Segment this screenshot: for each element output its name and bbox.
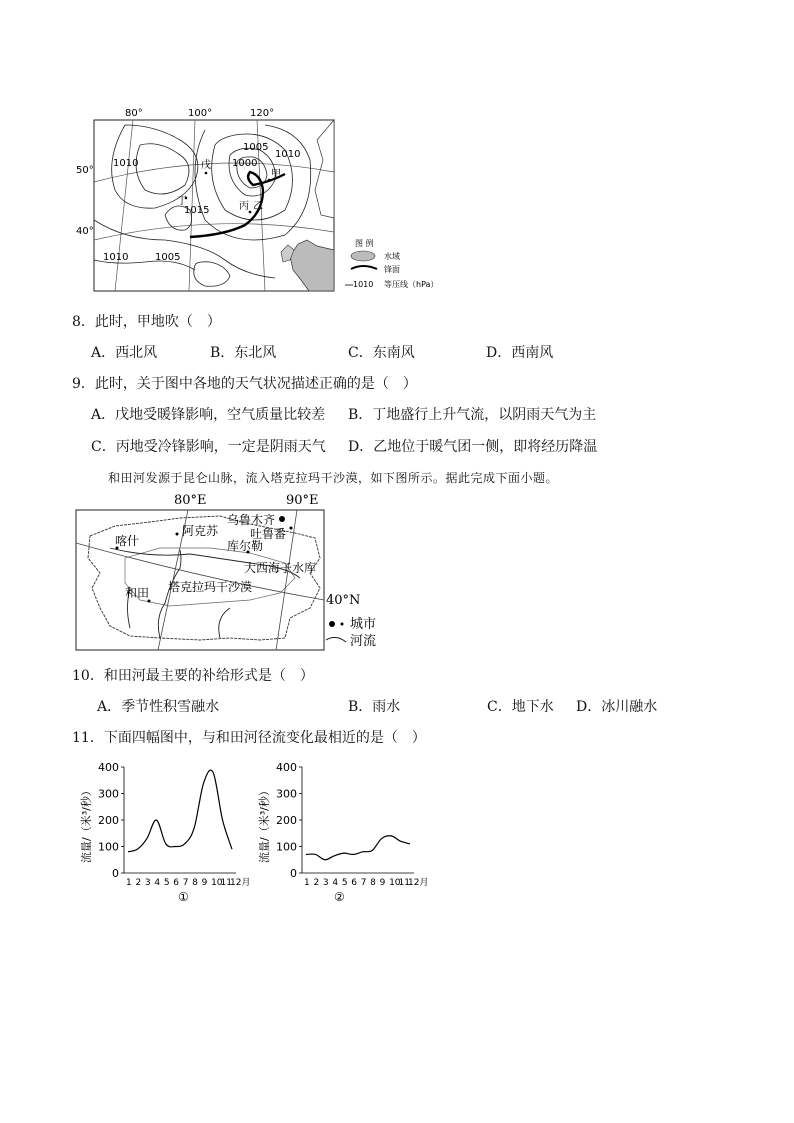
chart2-xtick-label: 8 bbox=[370, 878, 376, 888]
q9-option-c[interactable]: C．丙地受冷锋影响，一定是阴雨天气 bbox=[91, 439, 326, 455]
map2-legend bbox=[326, 617, 376, 649]
city-daxihaizi-reservoir: 大西海子水库 bbox=[244, 561, 317, 575]
chart2-xtick-label: 6 bbox=[351, 878, 358, 888]
chart1-xtick-label: 11 bbox=[220, 878, 232, 888]
desert-label: 塔克拉玛干沙漠 bbox=[168, 580, 253, 594]
passage-intro: 和田河发源于昆仑山脉，流入塔克拉玛干沙漠，如下图所示。据此完成下面小题。 bbox=[108, 471, 559, 485]
lon-label-120: 120° bbox=[250, 108, 275, 119]
question-9-stem: 9．此时，关于图中各地的天气状况描述正确的是（ ） bbox=[72, 376, 417, 392]
isobar-label-1010-east: 1010 bbox=[275, 149, 301, 160]
chart2-xtick-label: 3 bbox=[322, 878, 329, 888]
q9-option-a[interactable]: A．戊地受暖锋影响，空气质量比较差 bbox=[91, 407, 326, 423]
runoff-chart-2 bbox=[254, 755, 444, 905]
chart1-ytick-label: 200 bbox=[98, 814, 119, 827]
chart1-xtick-label: 9 bbox=[201, 878, 208, 888]
chart2-xtick-label: 11 bbox=[398, 878, 410, 888]
chart2-xtick-label: 10 bbox=[389, 878, 401, 888]
lon-label-100: 100° bbox=[188, 108, 213, 119]
weather-map bbox=[76, 100, 455, 300]
isobar-label-1010-west: 1010 bbox=[113, 158, 139, 169]
isobar-label-1015: 1015 bbox=[184, 205, 210, 216]
isobar-label-1005-north: 1005 bbox=[243, 142, 269, 153]
legend-water: 水域 bbox=[384, 252, 400, 261]
isobar-label-1000: 1000 bbox=[232, 158, 258, 169]
chart2-ytick-label: 200 bbox=[276, 814, 297, 827]
chart1-ytick-label: 0 bbox=[112, 867, 119, 880]
place-wu: 戊 bbox=[201, 160, 211, 171]
place-yi: 乙 bbox=[253, 201, 263, 212]
city-kashgar: 喀什 bbox=[115, 534, 140, 548]
legend-title: 图 例 bbox=[355, 239, 374, 248]
chart1-xtick-label: 6 bbox=[173, 878, 180, 888]
chart2-xtick-label: 4 bbox=[332, 878, 339, 888]
question-8-stem: 8．此时，甲地吹（ ） bbox=[72, 314, 221, 330]
q10-option-d[interactable]: D．冰川融水 bbox=[576, 699, 658, 715]
chart2-xtick-label: 7 bbox=[360, 878, 367, 888]
question-11-stem: 11．下面四幅图中，与和田河径流变化最相近的是（ ） bbox=[72, 730, 426, 746]
lon-label-80e: 80°E bbox=[174, 493, 207, 508]
city-turpan: 吐鲁番 bbox=[250, 527, 287, 541]
city-hotan: 和田 bbox=[125, 586, 150, 600]
chart1-xtick-label: 12月 bbox=[230, 878, 251, 888]
city-urumqi: 乌鲁木齐 bbox=[227, 513, 276, 527]
place-jia: 甲 bbox=[271, 169, 281, 180]
place-bing: 丙 bbox=[239, 201, 249, 212]
chart1-xtick-label: 3 bbox=[144, 878, 151, 888]
legend-isobar: 等压线（hPa） bbox=[384, 280, 439, 289]
isobar-label-1010-south: 1010 bbox=[103, 252, 129, 263]
lat-label-40n: 40°N bbox=[326, 593, 361, 608]
chart2-xtick-label: 12月 bbox=[408, 878, 429, 888]
chart2-xtick-label: 1 bbox=[304, 878, 310, 888]
place-ding: 丁 bbox=[177, 196, 187, 207]
chart2-xtick-label: 2 bbox=[313, 878, 320, 888]
chart1-ytick-label: 400 bbox=[98, 761, 119, 774]
hotan-map bbox=[70, 488, 400, 653]
q10-option-a[interactable]: A．季节性积雪融水 bbox=[97, 699, 220, 715]
lon-label-90e: 90°E bbox=[286, 493, 319, 508]
chart1-title: ① bbox=[178, 890, 189, 904]
legend-front: 锋面 bbox=[384, 265, 400, 274]
chart1-series-line bbox=[128, 770, 232, 852]
legend-city: 城市 bbox=[350, 617, 377, 632]
chart1-xtick-label: 7 bbox=[182, 878, 189, 888]
chart2-title: ② bbox=[334, 890, 345, 904]
chart2-ytick-label: 400 bbox=[276, 761, 297, 774]
chart1-xtick-label: 8 bbox=[192, 878, 198, 888]
city-aksu: 阿克苏 bbox=[182, 524, 219, 538]
q8-option-b[interactable]: B．东北风 bbox=[210, 345, 277, 361]
map1-legend bbox=[345, 238, 438, 289]
lat-label-40: 40° bbox=[76, 226, 94, 237]
city-korla: 库尔勒 bbox=[227, 539, 264, 553]
lat-label-50: 50° bbox=[76, 165, 94, 176]
q8-option-c[interactable]: C．东南风 bbox=[348, 345, 415, 361]
chart2-ytick-label: 0 bbox=[290, 867, 297, 880]
chart2-ytick-label: 300 bbox=[276, 787, 297, 801]
legend-isobar-value: 1010 bbox=[353, 280, 374, 289]
q9-option-b[interactable]: B．丁地盛行上升气流，以阴雨天气为主 bbox=[348, 407, 597, 423]
chart1-xtick-label: 5 bbox=[163, 878, 170, 888]
chart2-xtick-label: 9 bbox=[379, 878, 386, 888]
chart1-ytick-label: 300 bbox=[98, 787, 119, 801]
chart1-xtick-label: 2 bbox=[135, 878, 142, 888]
chart1-ylabel: 流量/（米³/秒） bbox=[80, 785, 93, 863]
chart2-ylabel: 流量/（米³/秒） bbox=[258, 785, 271, 863]
q8-option-a[interactable]: A．西北风 bbox=[91, 345, 158, 361]
chart1-xtick-label: 1 bbox=[126, 878, 132, 888]
chart1-ytick-label: 100 bbox=[98, 840, 119, 854]
chart2-xtick-label: 5 bbox=[341, 878, 348, 888]
q10-option-c[interactable]: C．地下水 bbox=[487, 699, 554, 715]
runoff-chart-1 bbox=[76, 755, 266, 905]
chart2-ytick-label: 100 bbox=[276, 840, 297, 854]
q10-option-b[interactable]: B．雨水 bbox=[348, 699, 401, 715]
question-10-stem: 10．和田河最主要的补给形式是（ ） bbox=[72, 668, 314, 684]
chart1-xtick-label: 4 bbox=[154, 878, 161, 888]
q8-option-d[interactable]: D．西南风 bbox=[486, 345, 554, 361]
q9-option-d[interactable]: D．乙地位于暖气团一侧，即将经历降温 bbox=[348, 439, 598, 455]
isobar-label-1005-south: 1005 bbox=[155, 252, 181, 263]
lon-label-80: 80° bbox=[125, 108, 143, 119]
chart2-series-line bbox=[306, 836, 410, 860]
chart1-xtick-label: 10 bbox=[211, 878, 223, 888]
legend-river: 河流 bbox=[350, 634, 377, 649]
